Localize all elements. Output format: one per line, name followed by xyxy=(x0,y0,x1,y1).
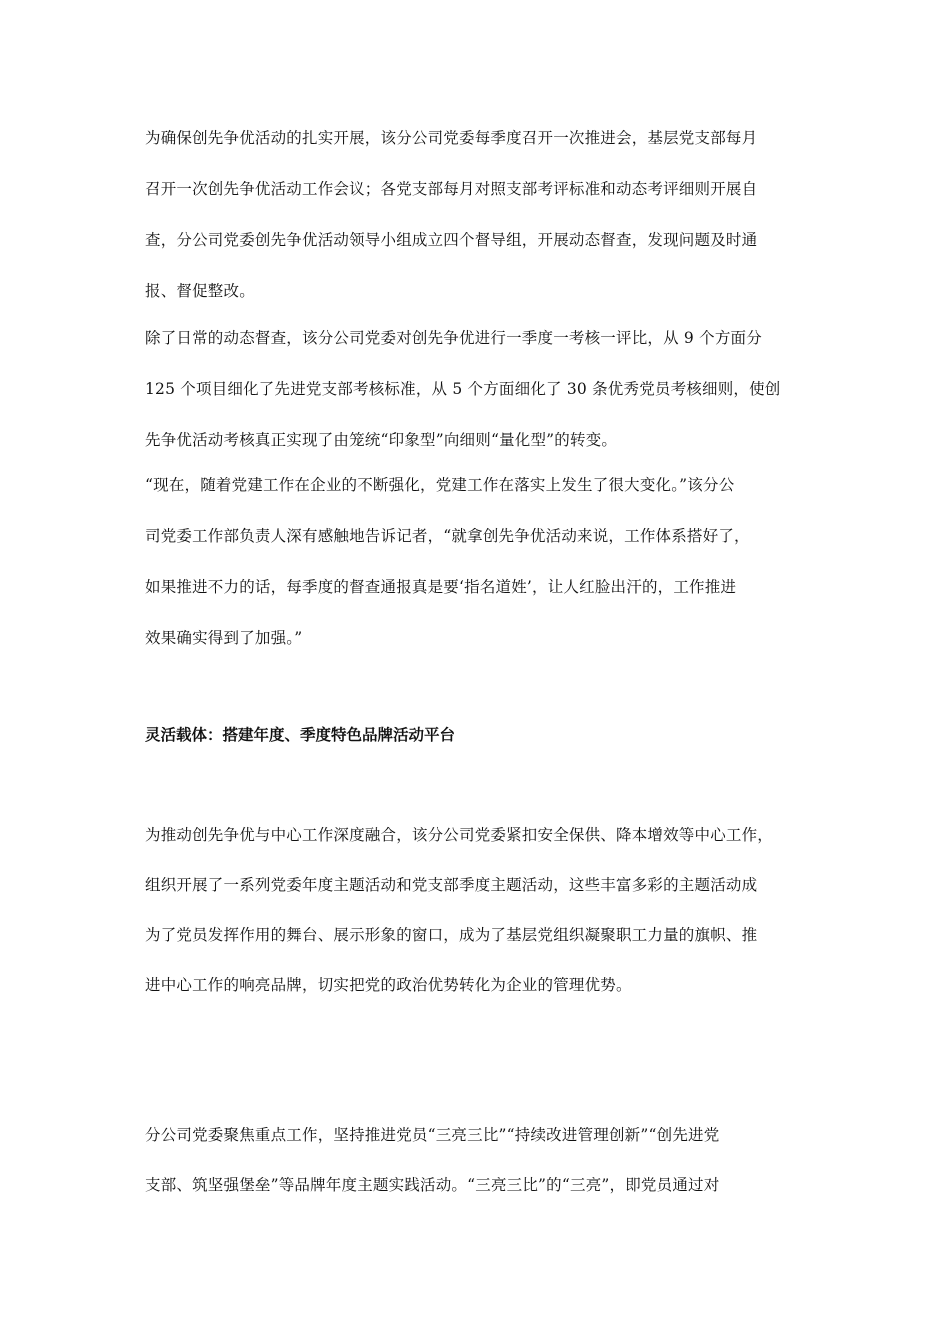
paragraph-line: 效果确实得到了加强。” xyxy=(145,629,303,647)
section-paragraph-2 xyxy=(145,1124,810,1196)
paragraph-line: 查，分公司党委创先争优活动领导小组成立四个督导组，开展动态督查，发现问题及时通 xyxy=(145,231,758,249)
paragraph-line: 组织开展了一系列党委年度主题活动和党支部季度主题活动，这些丰富多彩的主题活动成 xyxy=(145,876,758,894)
paragraph-line: 除了日常的动态督查，该分公司党委对创先争优进行一季度一考核一评比，从 9 个方面分 xyxy=(145,329,762,347)
paragraph-3 xyxy=(145,474,810,649)
paragraph-line: 支部、筑坚强堡垒”等品牌年度主题实践活动。“三亮三比”的“三亮”，即党员通过对 xyxy=(145,1176,720,1194)
paragraph-line: 报、督促整改。 xyxy=(145,282,255,300)
paragraph-line: 125 个项目细化了先进党支部考核标准，从 5 个方面细化了 30 条优秀党员考核细则，使创 xyxy=(145,380,781,398)
paragraph-line: 如果推进不力的话，每季度的督查通报真是要‘指名道姓’，让人红脸出汗的，工作推进 xyxy=(145,578,737,596)
paragraph-line: 为推动创先争优与中心工作深度融合，该分公司党委紧扣安全保供、降本增效等中心工作， xyxy=(145,826,774,844)
section-paragraph-1 xyxy=(145,824,810,996)
paragraph-line: 为了党员发挥作用的舞台、展示形象的窗口，成为了基层党组织凝聚职工力量的旗帜、推 xyxy=(145,926,758,944)
paragraph-line: “现在，随着党建工作在企业的不断强化，党建工作在落实上发生了很大变化。”该分公 xyxy=(145,476,735,494)
paragraph-line: 召开一次创先争优活动工作会议；各党支部每月对照支部考评标准和动态考评细则开展自 xyxy=(145,180,758,198)
paragraph-2 xyxy=(145,327,810,451)
paragraph-line: 进中心工作的响亮品牌，切实把党的政治优势转化为企业的管理优势。 xyxy=(145,976,632,994)
paragraph-1 xyxy=(145,127,810,302)
paragraph-line: 司党委工作部负责人深有感触地告诉记者，“就拿创先争优活动来说，工作体系搭好了， xyxy=(145,527,750,545)
paragraph-line: 为确保创先争优活动的扎实开展，该分公司党委每季度召开一次推进会，基层党支部每月 xyxy=(145,129,758,147)
paragraph-line: 分公司党委聚焦重点工作，坚持推进党员“三亮三比”“持续改进管理创新”“创先进党 xyxy=(145,1126,720,1144)
paragraph-line: 先争优活动考核真正实现了由笼统“印象型”向细则“量化型”的转变。 xyxy=(145,431,618,449)
section-heading: 灵活载体：搭建年度、季度特色品牌活动平台 xyxy=(145,726,456,744)
